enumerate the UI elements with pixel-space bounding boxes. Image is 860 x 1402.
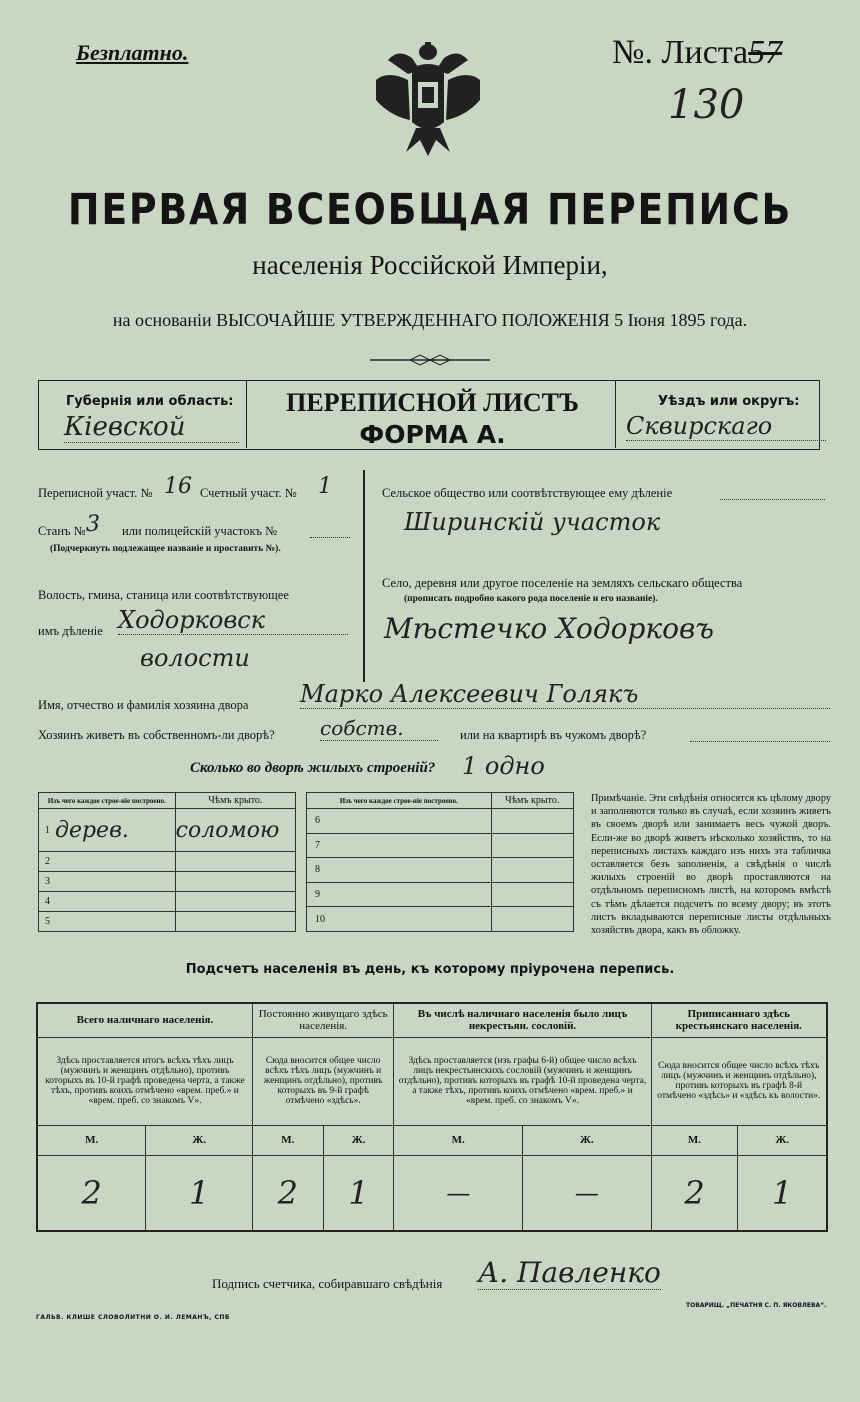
society-label: Сельское общество или соотвѣтствующее ему дѣленіе [382,486,673,500]
society-value: Ширинскій участок [404,508,661,536]
village-label: Село, деревня или другое поселеніе на земляхъ сельскаго общества [382,576,743,590]
population-table [36,1002,828,1232]
printer-right: ТОВАРИЩ. „ПЕЧАТНЯ С. П. ЯКОВЛЕВА“. [686,1302,827,1309]
m-label: М. [651,1125,738,1155]
stan-value: 3 [86,512,100,537]
col-resident-header: Постоянно живущаго здѣсь населенія. [252,1003,394,1037]
col-nonpeasant-desc: Здѣсь проставляется (изъ графы 6-й) общее число всѣхъ лицъ некрестьянскихъ сословій (мужчинъ и женщинъ отдѣльно), противъ которыхъ въ графѣ 10-й проведена черта, а также тѣхъ, противъ коихъ отмѣчено «врем. преб.» и «врем. преб. со знакомъ V». [394,1037,651,1125]
table-row: 2 [39,852,296,872]
material-cell: дерев. [55,809,175,852]
m-label: М. [37,1125,146,1155]
free-label: Безплатно. [76,40,189,65]
location-divider [363,470,365,682]
sheet-printed-number: 57 [748,34,783,71]
calc-title: Подсчетъ населенія въ день, къ которому пріурочена перепись. [185,962,675,977]
nonpeasant-m-value: — [394,1155,523,1231]
table-row: 9 [307,882,574,907]
buildings-table-left [38,792,296,932]
stan-label: Станъ № [38,524,86,538]
sheet-number [612,34,782,72]
count-value: 1 [318,474,332,499]
f-label: Ж. [738,1125,827,1155]
table-row: 10 [307,907,574,932]
volost-value-2: волости [140,644,250,672]
uezd-label: Уѣздъ или округъ: [658,394,800,409]
table-row: 7 [307,833,574,858]
count-label: Счетный участ. № [200,486,297,500]
col-total-desc: Здѣсь проставляется итогъ всѣхъ тѣхъ лицъ (мужчинъ и женщинъ отдѣльно), противъ которыхъ въ 10-й графѣ проведена черта, а также тѣхъ, противъ коихъ отмѣчено «врем. преб.» и «врем. преб. со знакомъ V». [37,1037,252,1125]
total-m-value: 2 [37,1155,146,1231]
f-label: Ж. [523,1125,652,1155]
census-basis: на основаніи ВЫСОЧАЙШЕ УТВЕРЖДЕННАГО ПОЛОЖЕНІЯ 5 Іюня 1895 года. [112,310,748,330]
police-value-line [310,536,350,538]
owner-lives-value: собств. [320,716,438,741]
district-label: Переписной участ. № [38,486,153,500]
signature-label: Подпись счетчика, собиравшаго свѣдѣнія [212,1276,443,1291]
gubernia-value: Кіевской [64,412,239,443]
owner-name-value: Марко Алексеевич Голякъ [300,680,830,709]
col-material-header: Изъ чего каждое строе-ніе построено. [39,793,176,809]
table-row: 4 [39,892,296,912]
owner-name-label: Имя, отчество и фамилія хозяина двора [38,698,249,712]
roof-cell: соломою [175,809,295,852]
society-line [720,498,825,500]
ornament-divider [370,354,490,366]
owner-rent-line [690,740,830,742]
volost-label-2: имъ дѣленіе [38,624,103,638]
col-total-header: Всего наличнаго населенія. [37,1003,252,1037]
sheet-label: №. Листа [612,34,749,71]
f-label: Ж. [146,1125,252,1155]
peasant-m-value: 2 [651,1155,738,1231]
uezd-value: Сквирскаго [626,412,826,441]
col-roof-header: Чѣмъ крыто. [175,793,295,809]
table-row: 1 дерев. соломою [39,809,296,852]
village-note: (прописать подробно какого рода поселеніе и его названіе). [404,594,658,604]
underline-note: (Подчеркнуть подлежащее названіе и проставить №). [50,544,281,554]
owner-lives-label: Хозяинъ живетъ въ собственномъ-ли дворѣ? [38,728,275,742]
m-label: М. [394,1125,523,1155]
volost-label: Волость, гмина, станица или соотвѣтствующее [38,588,289,602]
col-roof-header: Чѣмъ крыто. [491,793,574,809]
col-nonpeasant-header: Въ числѣ наличнаго населенія было лицъ некрестьян. сословій. [394,1003,651,1037]
table-row: 5 [39,912,296,932]
col-peasant-header: Приписаннаго здѣсь крестьянскаго населенія. [651,1003,827,1037]
table-row: 8 [307,858,574,883]
form-subtitle: ФОРМА А. [359,420,506,449]
buildings-value: 1 одно [462,752,545,780]
census-title: ПЕРВАЯ ВСЕОБЩАЯ ПЕРЕПИСЬ [67,185,793,235]
col-material-header: Изъ чего каждое строе-ніе построено. [307,793,492,809]
col-resident-desc: Сюда вносится общее число всѣхъ тѣхъ лицъ (мужчинъ и женщинъ отдѣльно), противъ которыхъ въ 9-й графѣ отмѣчено «здѣсь». [252,1037,394,1125]
printer-left: ГАЛЬВ. КЛИШЕ СЛОВОЛИТНИ О. И. ЛЕМАНЪ, СПБ [36,1314,230,1321]
form-title: ПЕРЕПИСНОЙ ЛИСТЪ [286,388,579,417]
table-row: 6 [307,809,574,834]
owner-rent-label: или на квартирѣ въ чужомъ дворѣ? [460,728,647,742]
col-peasant-desc: Сюда вносится общее число всѣхъ тѣхъ лицъ (мужчинъ и женщинъ отдѣльно), противъ которыхъ въ графѣ 8-й отмѣчено «здѣсь» и «здѣсь къ волости». [651,1037,827,1125]
nonpeasant-f-value: — [523,1155,652,1231]
police-label: или полицейскій участокъ № [122,524,278,538]
district-value: 16 [164,474,192,499]
table-row: 3 [39,872,296,892]
peasant-f-value: 1 [738,1155,827,1231]
buildings-table-right [306,792,574,932]
sheet-handwritten-number: 130 [668,82,745,128]
f-label: Ж. [323,1125,394,1155]
volost-value-1: Ходорковск [118,606,348,635]
resident-f-value: 1 [323,1155,394,1231]
gubernia-label: Губернія или область: [66,394,234,409]
buildings-label: Сколько во дворѣ жилыхъ строеній? [190,760,436,776]
village-value: Мѣстечко Ходорковъ [384,612,714,645]
double-headed-eagle-icon [368,40,488,160]
note-text: Примѣчаніе. Эти свѣдѣнія относятся къ цѣлому двору и заполняются только въ случаѣ, если хозяинъ живетъ въ своемъ дворѣ или занимаетъ весь чужой дворъ. Если-же во дворѣ живетъ нѣсколько хозяйствъ, то на переписныхъ листахъ каждаго изъ нихъ эта табличка оставляется безъ заполненія, а свѣдѣнія о числѣ жилыхъ строеній во дворѣ проставляются на отдѣльномъ переписномъ листѣ, на которомъ вмѣстѣ съ тѣмъ дѣлается подсчетъ по всему двору; въ этотъ листъ вкладываются переписные листы отдѣльныхъ хозяйствъ двора, какъ въ обложку. [591,793,831,937]
signature-value: А. Павленко [478,1256,661,1289]
census-subtitle: населенія Россійской Имперіи, [252,250,608,280]
total-f-value: 1 [146,1155,252,1231]
m-label: М. [252,1125,323,1155]
resident-m-value: 2 [252,1155,323,1231]
